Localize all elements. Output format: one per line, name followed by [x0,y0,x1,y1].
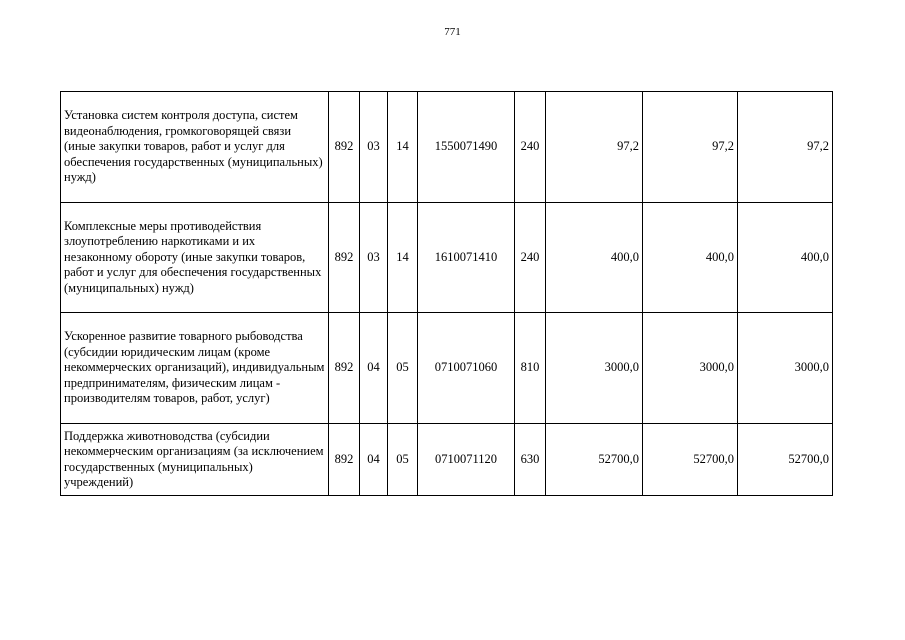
amount-1: 97,2 [546,92,643,203]
table-row [61,92,833,203]
expense-type-code: 240 [515,92,546,203]
ministry-code: 892 [329,92,360,203]
amount-3: 3000,0 [738,313,833,424]
target-article-code: 1610071410 [418,203,515,313]
table-row [61,424,833,496]
row-description: Ускоренное развитие товарного рыбоводства (субсидии юридическим лицам (кроме некоммерческих организаций), индивидуальным предпринимателям, физическим лицам - производителям товаров, работ, услуг) [61,313,329,424]
amount-3: 97,2 [738,92,833,203]
ministry-code: 892 [329,203,360,313]
amount-1: 400,0 [546,203,643,313]
target-article-code: 0710071060 [418,313,515,424]
row-description: Комплексные меры противодействия злоупотреблению наркотиками и их незаконному обороту (иные закупки товаров, работ и услуг для обеспечения государственных (муниципальных) нужд) [61,203,329,313]
amount-2: 97,2 [643,92,738,203]
amount-3: 52700,0 [738,424,833,496]
section-code: 03 [360,92,388,203]
amount-3: 400,0 [738,203,833,313]
subsection-code: 14 [388,203,418,313]
subsection-code: 05 [388,424,418,496]
expense-type-code: 240 [515,203,546,313]
target-article-code: 1550071490 [418,92,515,203]
amount-1: 3000,0 [546,313,643,424]
page-number: 771 [444,26,461,38]
target-article-code: 0710071120 [418,424,515,496]
section-code: 04 [360,424,388,496]
section-code: 04 [360,313,388,424]
expense-type-code: 630 [515,424,546,496]
expense-type-code: 810 [515,313,546,424]
row-description: Установка систем контроля доступа, систем видеонаблюдения, громкоговорящей связи (иные закупки товаров, работ и услуг для обеспечения государственных (муниципальных) нужд) [61,92,329,203]
section-code: 03 [360,203,388,313]
amount-2: 400,0 [643,203,738,313]
amount-2: 3000,0 [643,313,738,424]
subsection-code: 14 [388,92,418,203]
ministry-code: 892 [329,424,360,496]
table-row [61,203,833,313]
table-row [61,313,833,424]
amount-1: 52700,0 [546,424,643,496]
budget-table [60,91,833,496]
subsection-code: 05 [388,313,418,424]
ministry-code: 892 [329,313,360,424]
amount-2: 52700,0 [643,424,738,496]
row-description: Поддержка животноводства (субсидии некоммерческим организациям (за исключением государственных (муниципальных) учреждений) [61,424,329,496]
